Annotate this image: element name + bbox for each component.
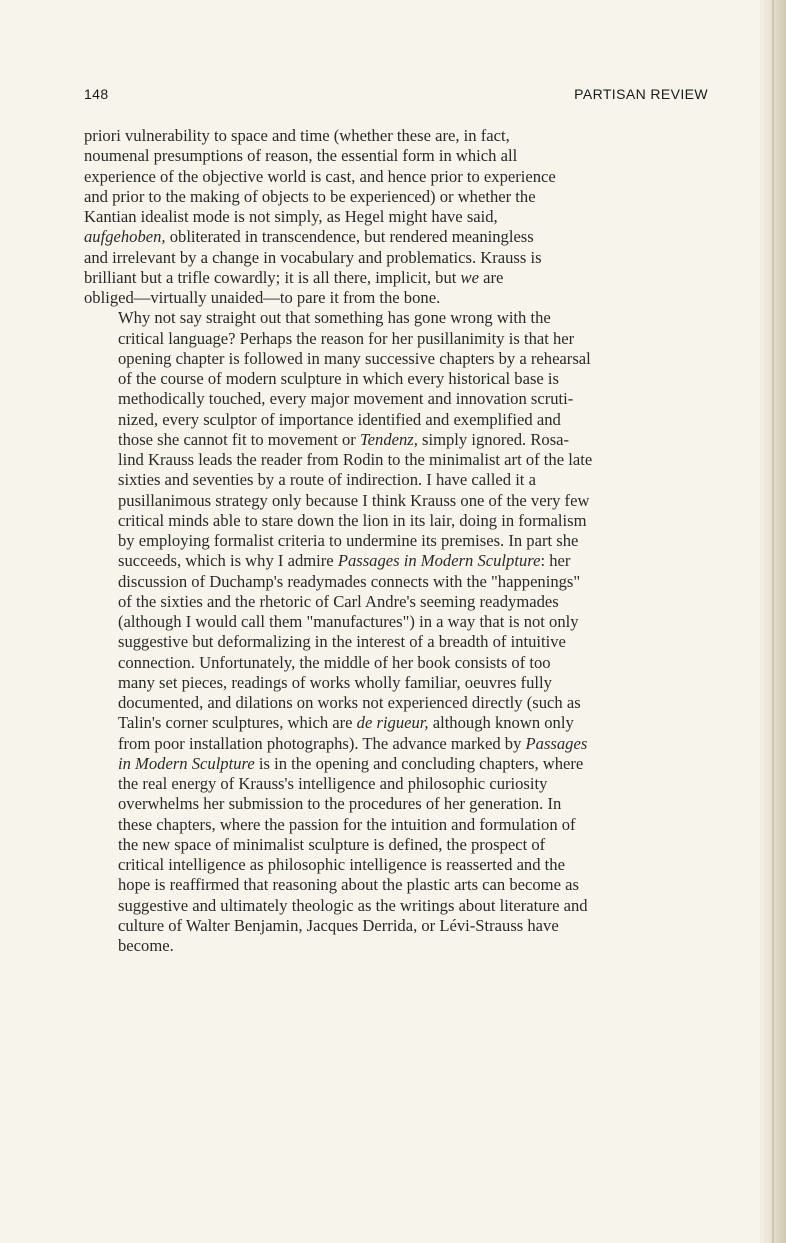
text-line: Why not say straight out that something has gone wrong with the [118,308,551,328]
text-line: opening chapter is followed in many successive chapters by a rehearsal [118,348,591,368]
text-line: lind Krauss leads the reader from Rodin to the minimalist art of the late [118,450,593,469]
text-line: and prior to the making of objects to be experienced) or whether the [84,186,536,206]
italic-term: Passages [525,733,588,753]
text-line: of the sixties and the rhetoric of Carl Andre's seeming readymades [118,591,559,611]
text-line: Kantian idealist mode is not simply, as Hegel might have said, [84,207,498,226]
text-line: become. [118,936,174,955]
text-line: the new space of minimalist sculpture is defined, the prospect of [118,834,546,854]
text-line: pusillanimous strategy only because I think Krauss one of the very few [118,490,590,510]
italic-term: in Modern Sculpture [118,753,255,773]
text-line: critical minds able to stare down the lion in its lair, doing in formalism [118,510,587,530]
text-line: the real energy of Krauss's intelligence and philosophic curiosity [118,774,548,793]
text-line: noumenal presumptions of reason, the essential form in which all [84,146,518,166]
text-line: from poor installation photographs). The advance marked by Passages [118,733,588,753]
text-line: obliged—virtually unaided—to pare it from the bone. [84,288,441,307]
text-line: and irrelevant by a change in vocabulary and problematics. Krauss is [84,247,542,267]
paragraph-2 [84,308,714,956]
text-line: documented, and dilations on works not experienced directly (such as [118,693,581,712]
text-line: experience of the objective world is cast, and hence prior to experience [84,166,556,186]
text-line: Talin's corner sculptures, which are de rigueur, although known only [118,713,574,733]
binding-shadow-line [772,0,774,1243]
text-line: of the course of modern sculpture in which every historical base is [118,369,559,388]
text-line: suggestive and ultimately theologic as the writings about literature and [118,895,588,915]
text-line: culture of Walter Benjamin, Jacques Derrida, or Lévi-Strauss have [118,915,559,935]
text-line: connection. Unfortunately, the middle of her book consists of too [118,652,551,672]
text-line: brilliant but a trifle cowardly; it is all there, implicit, but we are [84,267,504,287]
text-line: those she cannot fit to movement or Tendenz, simply ignored. Rosa- [118,429,570,449]
text-line: sixties and seventies by a route of indirection. I have called it a [118,470,536,490]
text-line: in Modern Sculpture is in the opening and concluding chapters, where [118,753,584,773]
text-line: nized, every sculptor of importance identified and exemplified and [118,409,561,429]
text-line: critical language? Perhaps the reason for her pusillanimity is that her [118,328,575,348]
text-line: hope is reaffirmed that reasoning about the plastic arts can become as [118,875,579,895]
running-header [84,84,708,104]
body-text [84,126,714,956]
text-line: many set pieces, readings of works wholly familiar, oeuvres fully [118,672,552,692]
text-line: suggestive but deformalizing in the interest of a breadth of intuitive [118,632,566,652]
text-line: discussion of Duchamp's readymades connects with the "happenings" [118,571,581,591]
text-line: methodically touched, every major movement and innovation scruti- [118,389,574,409]
text-line: (although I would call them "manufactures") in a way that is not only [118,612,579,631]
italic-term: we [460,267,479,287]
journal-title: PARTISAN REVIEW [574,86,708,102]
text-line: these chapters, where the passion for the intuition and formulation of [118,814,576,834]
text-line: overwhelms her submission to the procedures of her generation. In [118,794,562,814]
italic-term: de rigueur, [356,713,429,733]
text-line: by employing formalist criteria to undermine its premises. In part she [118,531,579,550]
text-line: succeeds, which is why I admire Passages in Modern Sculpture: her [118,551,571,571]
text-line: aufgehoben, obliterated in transcendence, but rendered meaningless [84,227,534,247]
page-number: 148 [84,86,109,102]
text-line: critical intelligence as philosophic intelligence is reasserted and the [118,855,565,874]
italic-term: aufgehoben, [84,227,166,247]
paragraph-1 [84,126,714,308]
italic-term: Passages in Modern Sculpture [337,551,541,571]
italic-term: Tendenz, [359,429,418,449]
text-line: priori vulnerability to space and time (whether these are, in fact, [84,126,510,145]
